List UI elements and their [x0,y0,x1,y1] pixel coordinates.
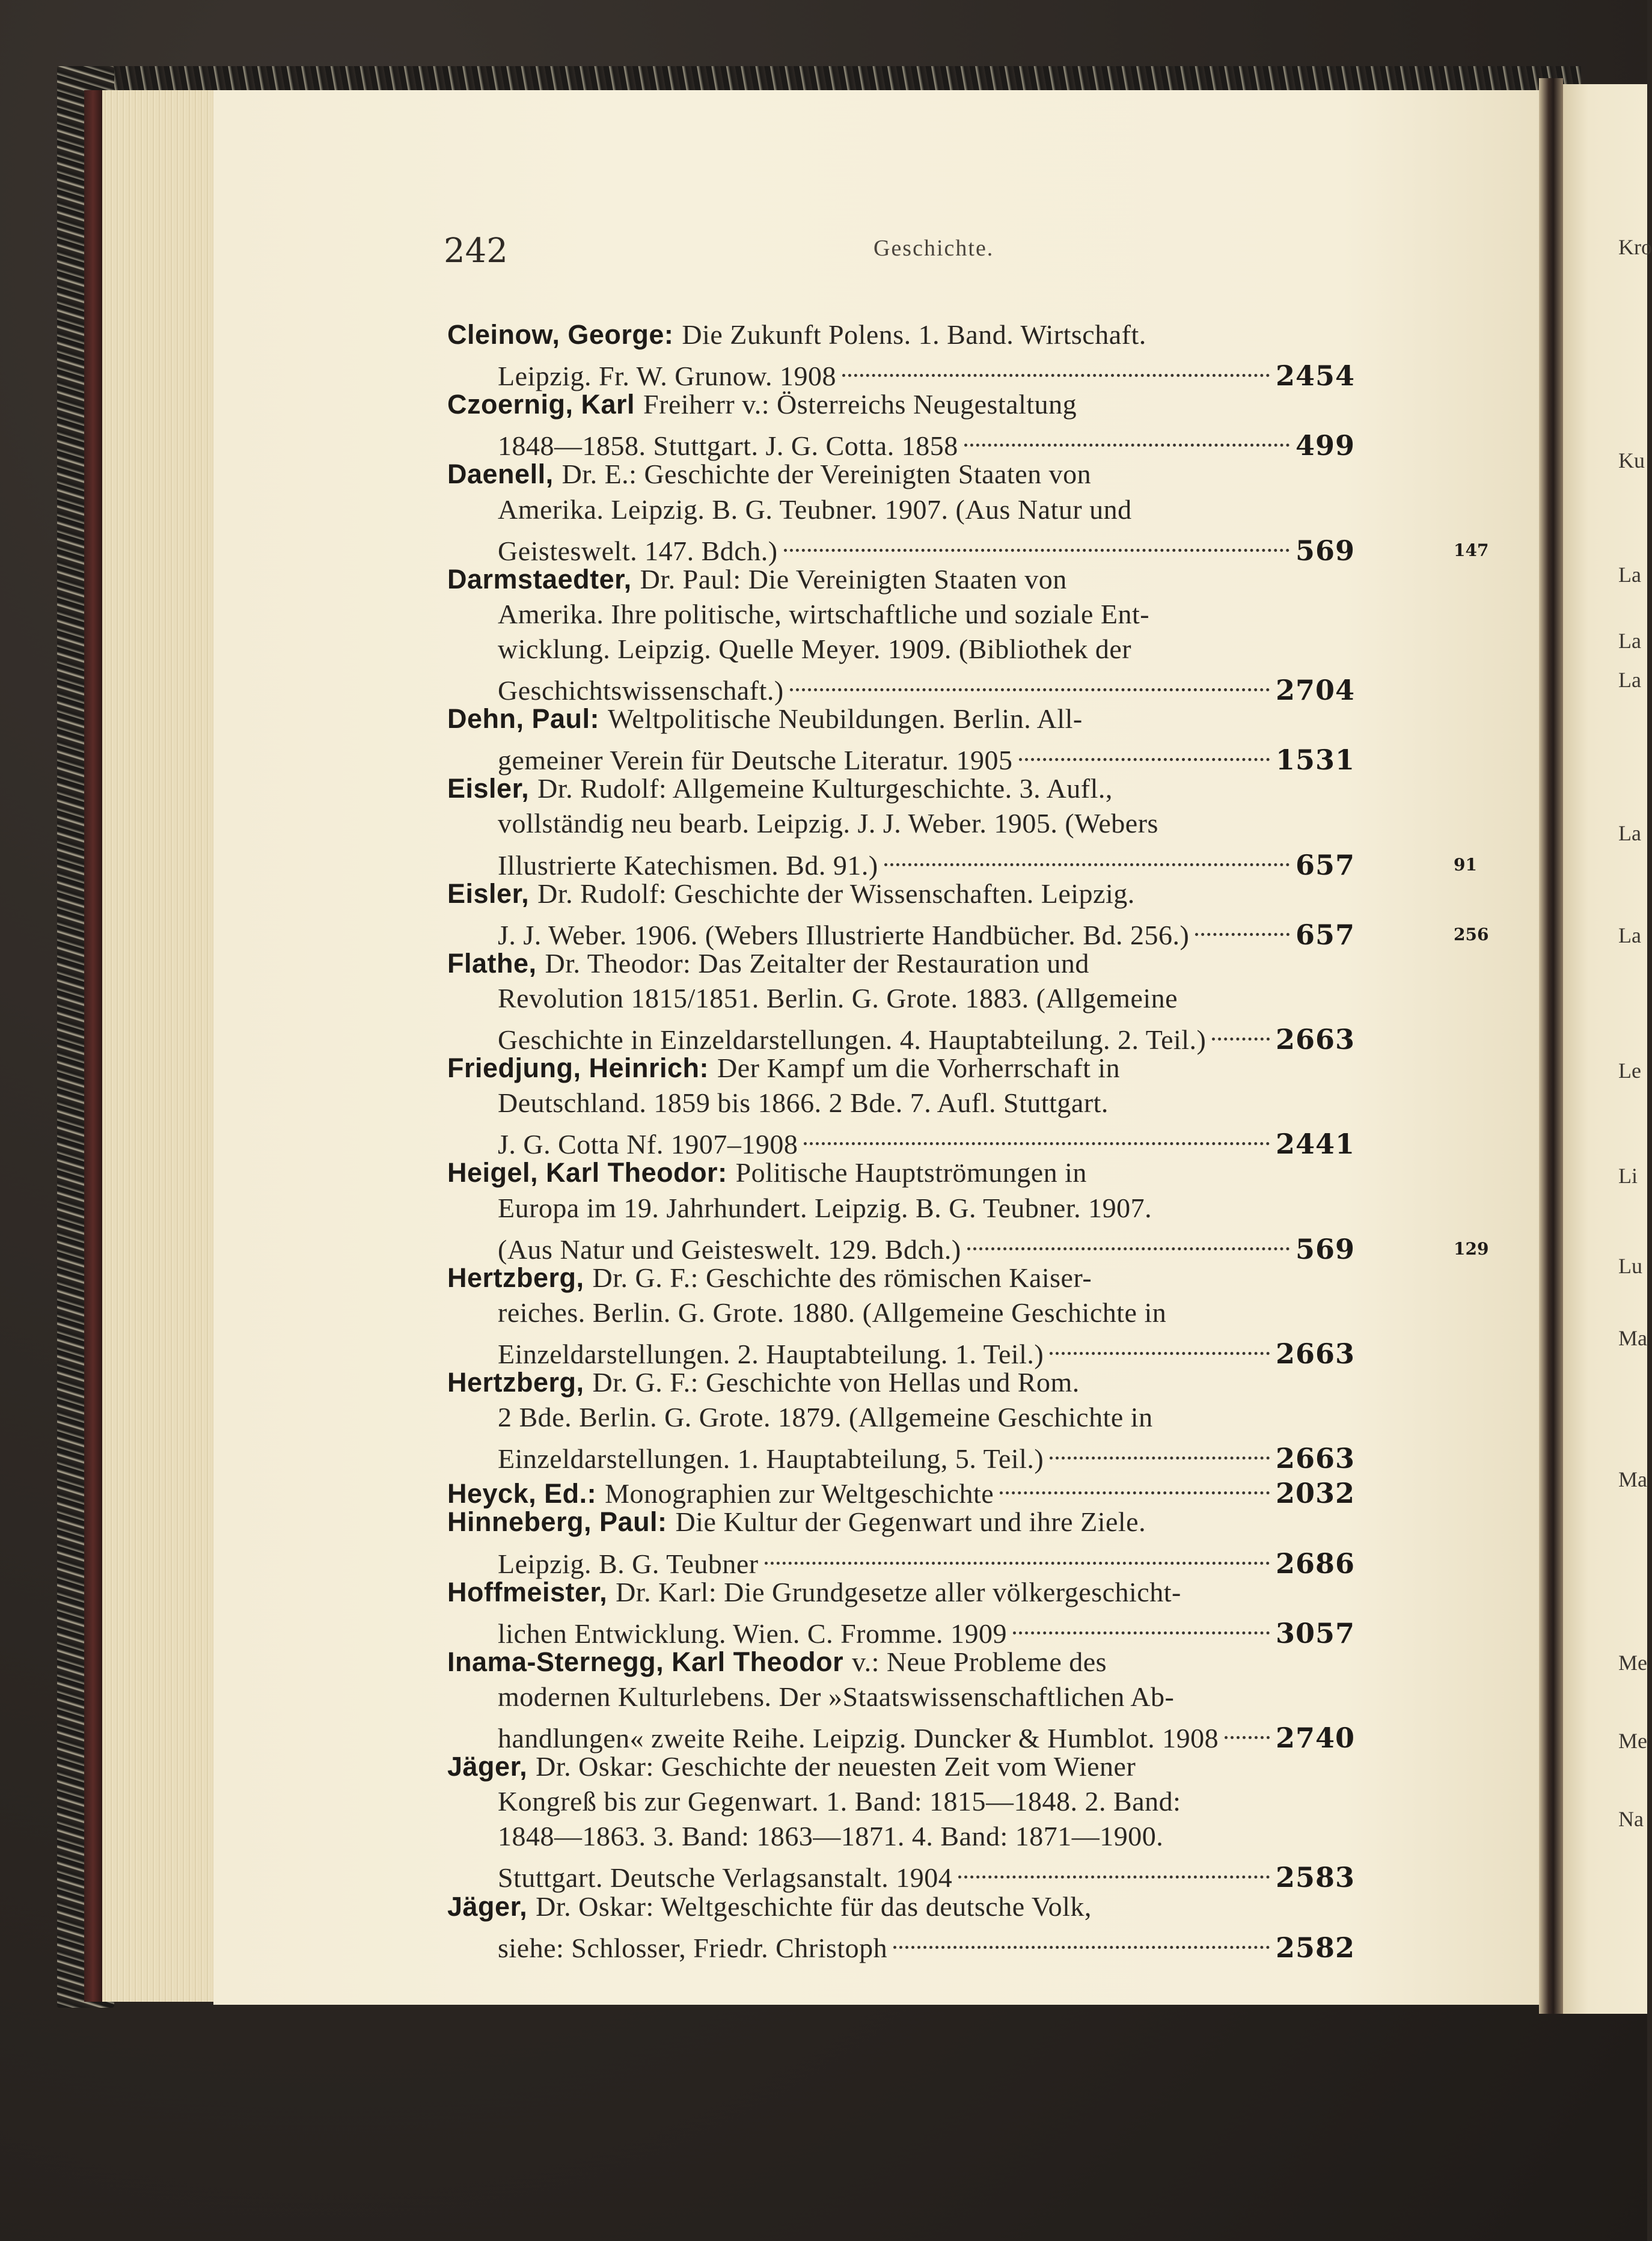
entry-text: Weltpolitische Neubildungen. Berlin. All- [608,703,1083,735]
entry-text: Der Kampf um die Vorherrschaft in [717,1053,1121,1084]
entry-first-line [447,946,1355,981]
entry-author: Daenell, [447,459,554,490]
catalog-number: 569 [1295,1232,1355,1265]
catalog-number: 3057 [1275,1616,1355,1649]
entry-author: Darmstaedter, [447,563,632,595]
entry-author: Dehn, Paul: [447,703,600,735]
entry-author: Hertzberg, [447,1262,584,1293]
leader-dots [804,1112,1270,1145]
entry-first-line [447,1051,1355,1086]
catalog-number: 2686 [1275,1547,1355,1580]
entry-text: wicklung. Leipzig. Quelle Meyer. 1909. (Bibliothek der [498,633,1132,664]
entry-text: Einzeldarstellungen. 2. Hauptabteilung. 1. Teil.) [498,1338,1044,1369]
catalog-number: 2663 [1275,1442,1355,1475]
catalog-number: 2441 [1275,1128,1355,1161]
entry-text: 1848—1863. 3. Band: 1863—1871. 4. Band: 1871—1900. [498,1821,1164,1852]
leader-dots [964,414,1289,447]
leader-dots [784,519,1289,552]
entry-text: Revolution 1815/1851. Berlin. G. Grote. 1883. (Allgemeine [498,982,1178,1013]
right-page-word: Ma [1618,1467,1647,1491]
entry-first-line [447,562,1355,597]
leader-dots [1195,903,1289,936]
leader-dots [842,344,1270,377]
leader-dots [1019,728,1270,761]
catalog-number: 2454 [1275,359,1355,393]
entry-text: Dr. E.: Geschichte der Vereinigten Staaten von [561,459,1092,490]
catalog-number: 2663 [1275,1337,1355,1370]
entry-text: Die Zukunft Polens. 1. Band. Wirtschaft. [682,319,1146,350]
right-page-word: La [1618,923,1641,947]
entry-first-line [447,1749,1355,1784]
leader-dots [1013,1601,1270,1634]
leader-dots [765,1532,1270,1565]
entry-text: J. G. Cotta Nf. 1907–1908 [498,1129,798,1160]
right-page-word: Na [1618,1807,1644,1831]
leader-dots [1225,1706,1270,1739]
entry-author: Eisler, [447,773,530,804]
right-page-word: Me [1618,1651,1647,1675]
right-page-word: Me [1618,1729,1647,1753]
entry-text: Die Kultur der Gegenwart und ihre Ziele. [675,1506,1146,1538]
catalog-number: 2582 [1275,1931,1355,1964]
leader-dots [1000,1461,1270,1494]
entry-author: Jäger, [447,1891,528,1922]
entry-text: Dr. G. F.: Geschichte von Hellas und Rom. [592,1367,1080,1398]
entry-text: 1848—1858. Stuttgart. J. G. Cotta. 1858 [498,430,958,462]
entry-continuation-line [498,422,1355,462]
catalog-number: 569 [1295,534,1355,567]
right-page-word: La [1618,821,1641,845]
catalog-number: 657 [1295,848,1355,881]
entry-continuation-line [498,1120,1355,1161]
entry-author: Czoernig, Karl [447,389,635,420]
entry-author: Inama-Sternegg, Karl Theodor [447,1646,844,1677]
entry-continuation-line [498,527,1355,567]
entry-continuation-line [498,352,1355,393]
entry-continuation-line [498,1330,1355,1370]
entry-author: Cleinow, George: [447,319,674,350]
entry-text: Amerika. Leipzig. B. G. Teubner. 1907. (Aus Natur und [498,494,1132,525]
right-page-word: Kro [1618,235,1652,259]
entry-text: Dr. Oskar: Weltgeschichte für das deutsche Volk, [536,1891,1092,1922]
catalog-number: 657 [1295,918,1355,951]
right-page-word: Ma [1618,1326,1647,1350]
entry-text: Kongreß bis zur Gegenwart. 1. Band: 1815—1848. 2. Band: [498,1786,1181,1817]
leader-dots [958,1845,1270,1879]
page-number: 242 [444,231,508,271]
leader-dots [790,658,1270,691]
entry-author: Jäger, [447,1751,528,1782]
right-page-word: Le [1618,1059,1641,1083]
entry-text: reiches. Berlin. G. Grote. 1880. (Allgemeine Geschichte in [498,1297,1167,1328]
entry-text: Geschichte in Einzeldarstellungen. 4. Hauptabteilung. 2. Teil.) [498,1024,1207,1055]
entry-author: Heigel, Karl Theodor: [447,1157,727,1188]
entry-text: Einzeldarstellungen. 1. Hauptabteilung, 5. Teil.) [498,1443,1044,1475]
catalog-subnumber: 147 [1454,540,1489,560]
entry-text: Illustrierte Katechismen. Bd. 91.) [498,849,878,881]
right-page-word: Li [1618,1164,1638,1188]
entry-text: handlungen« zweite Reihe. Leipzig. Duncker & Humblot. 1908 [498,1723,1219,1753]
entry-text: Deutschland. 1859 bis 1866. 2 Bde. 7. Aufl. Stuttgart. [498,1087,1109,1119]
catalog-number: 2704 [1275,674,1355,706]
catalog-number: 1531 [1275,744,1355,777]
entry-continuation-line [498,736,1355,777]
entry-author: Hoffmeister, [447,1576,608,1607]
entry-first-line [447,1261,1355,1295]
entry-continuation-line [498,1610,1355,1649]
entry-continuation-line [498,1784,1355,1819]
catalog-number: 2032 [1275,1477,1355,1510]
catalog-number: 499 [1295,429,1355,462]
entry-continuation-line [498,1854,1355,1894]
entry-author: Eisler, [447,878,530,909]
entry-first-line [447,457,1355,492]
leader-dots [1212,1007,1270,1041]
right-page-word: Lu [1618,1254,1642,1278]
entry-text: modernen Kulturlebens. Der »Staatswissenschaftlichen Ab- [498,1681,1175,1712]
entry-text: Dr. Paul: Die Vereinigten Staaten von [640,563,1067,595]
entry-first-line [447,1645,1355,1680]
entry-text: Dr. Oskar: Geschichte der neuesten Zeit vom Wiener [536,1751,1136,1782]
entry-text: 2 Bde. Berlin. G. Grote. 1879. (Allgemeine Geschichte in [498,1402,1153,1433]
entry-continuation-line [498,1226,1355,1265]
entry-text: Amerika. Ihre politische, wirtschaftliche und soziale Ent- [498,598,1150,629]
entry-text: Monographien zur Weltgeschichte [605,1478,994,1509]
entry-continuation-line [498,667,1355,706]
entry-continuation-line [498,597,1355,632]
entry-text: Europa im 19. Jahrhundert. Leipzig. B. G. Teubner. 1907. [498,1192,1152,1223]
entry-continuation-line [498,1714,1355,1754]
entry-text: Dr. Rudolf: Allgemeine Kulturgeschichte. 3. Aufl., [537,773,1113,804]
entry-text: Leipzig. Fr. W. Grunow. 1908 [498,361,836,392]
entry-text: J. J. Weber. 1906. (Webers Illustrierte Handbücher. Bd. 256.) [498,919,1190,950]
right-page-word: Ku [1618,448,1645,472]
entry-text: Dr. G. F.: Geschichte des römischen Kaiser- [592,1262,1092,1293]
entry-first-line [447,1470,1355,1510]
entry-text: Dr. Rudolf: Geschichte der Wissenschaften. Leipzig. [537,878,1135,909]
entry-continuation-line [498,1016,1355,1056]
catalog-number: 2583 [1275,1861,1355,1894]
catalog-number: 2740 [1275,1722,1355,1754]
entry-continuation-line [498,842,1355,881]
entry-text: Dr. Karl: Die Grundgesetze aller völkergeschicht- [616,1576,1181,1607]
entry-author: Heyck, Ed.: [447,1478,597,1509]
entry-continuation-line [498,1540,1355,1580]
entry-text: Politische Hauptströmungen in [735,1157,1087,1188]
page-title: Geschichte. [873,236,994,261]
entry-text: Freiherr v.: Österreichs Neugestaltung [643,389,1077,420]
catalog-subnumber: 256 [1454,924,1489,944]
entry-author: Hertzberg, [447,1367,584,1398]
leader-dots [884,833,1289,866]
leader-dots [1050,1322,1270,1355]
right-page-word: La [1618,629,1641,653]
entry-first-line [447,1155,1355,1190]
entry-first-line [447,1365,1355,1400]
entry-text: Geisteswelt. 147. Bdch.) [498,535,778,566]
entry-text: Geschichtswissenschaft.) [498,675,784,706]
entry-text: vollständig neu bearb. Leipzig. J. J. Weber. 1905. (Webers [498,808,1158,839]
entry-text: Dr. Theodor: Das Zeitalter der Restauration und [545,947,1089,979]
leader-dots [893,1916,1270,1949]
catalog-subnumber: 91 [1454,854,1477,875]
entry-continuation-line [498,911,1355,951]
catalog-number: 2663 [1275,1023,1355,1056]
entry-text: (Aus Natur und Geisteswelt. 129. Bdch.) [498,1234,961,1265]
entry-text: Leipzig. B. G. Teubner [498,1548,759,1579]
leader-dots [967,1217,1289,1250]
right-page-word: La [1618,563,1641,587]
entry-author: Hinneberg, Paul: [447,1506,667,1538]
entry-author: Flathe, [447,947,537,979]
entry-text: Stuttgart. Deutsche Verlagsanstalt. 1904 [498,1862,953,1894]
catalog-subnumber: 129 [1454,1238,1489,1259]
entry-text: gemeiner Verein für Deutsche Literatur. 1905 [498,745,1013,776]
entry-first-line [447,771,1355,806]
entry-author: Friedjung, Heinrich: [447,1053,709,1084]
entry-text: lichen Entwicklung. Wien. C. Fromme. 1909 [498,1618,1007,1649]
entry-text: v.: Neue Probleme des [852,1646,1107,1677]
entry-continuation-line [498,1924,1355,1964]
right-page-word: La [1618,668,1641,692]
leader-dots [1050,1426,1270,1460]
entry-text: siehe: Schlosser, Friedr. Christoph [498,1932,888,1963]
